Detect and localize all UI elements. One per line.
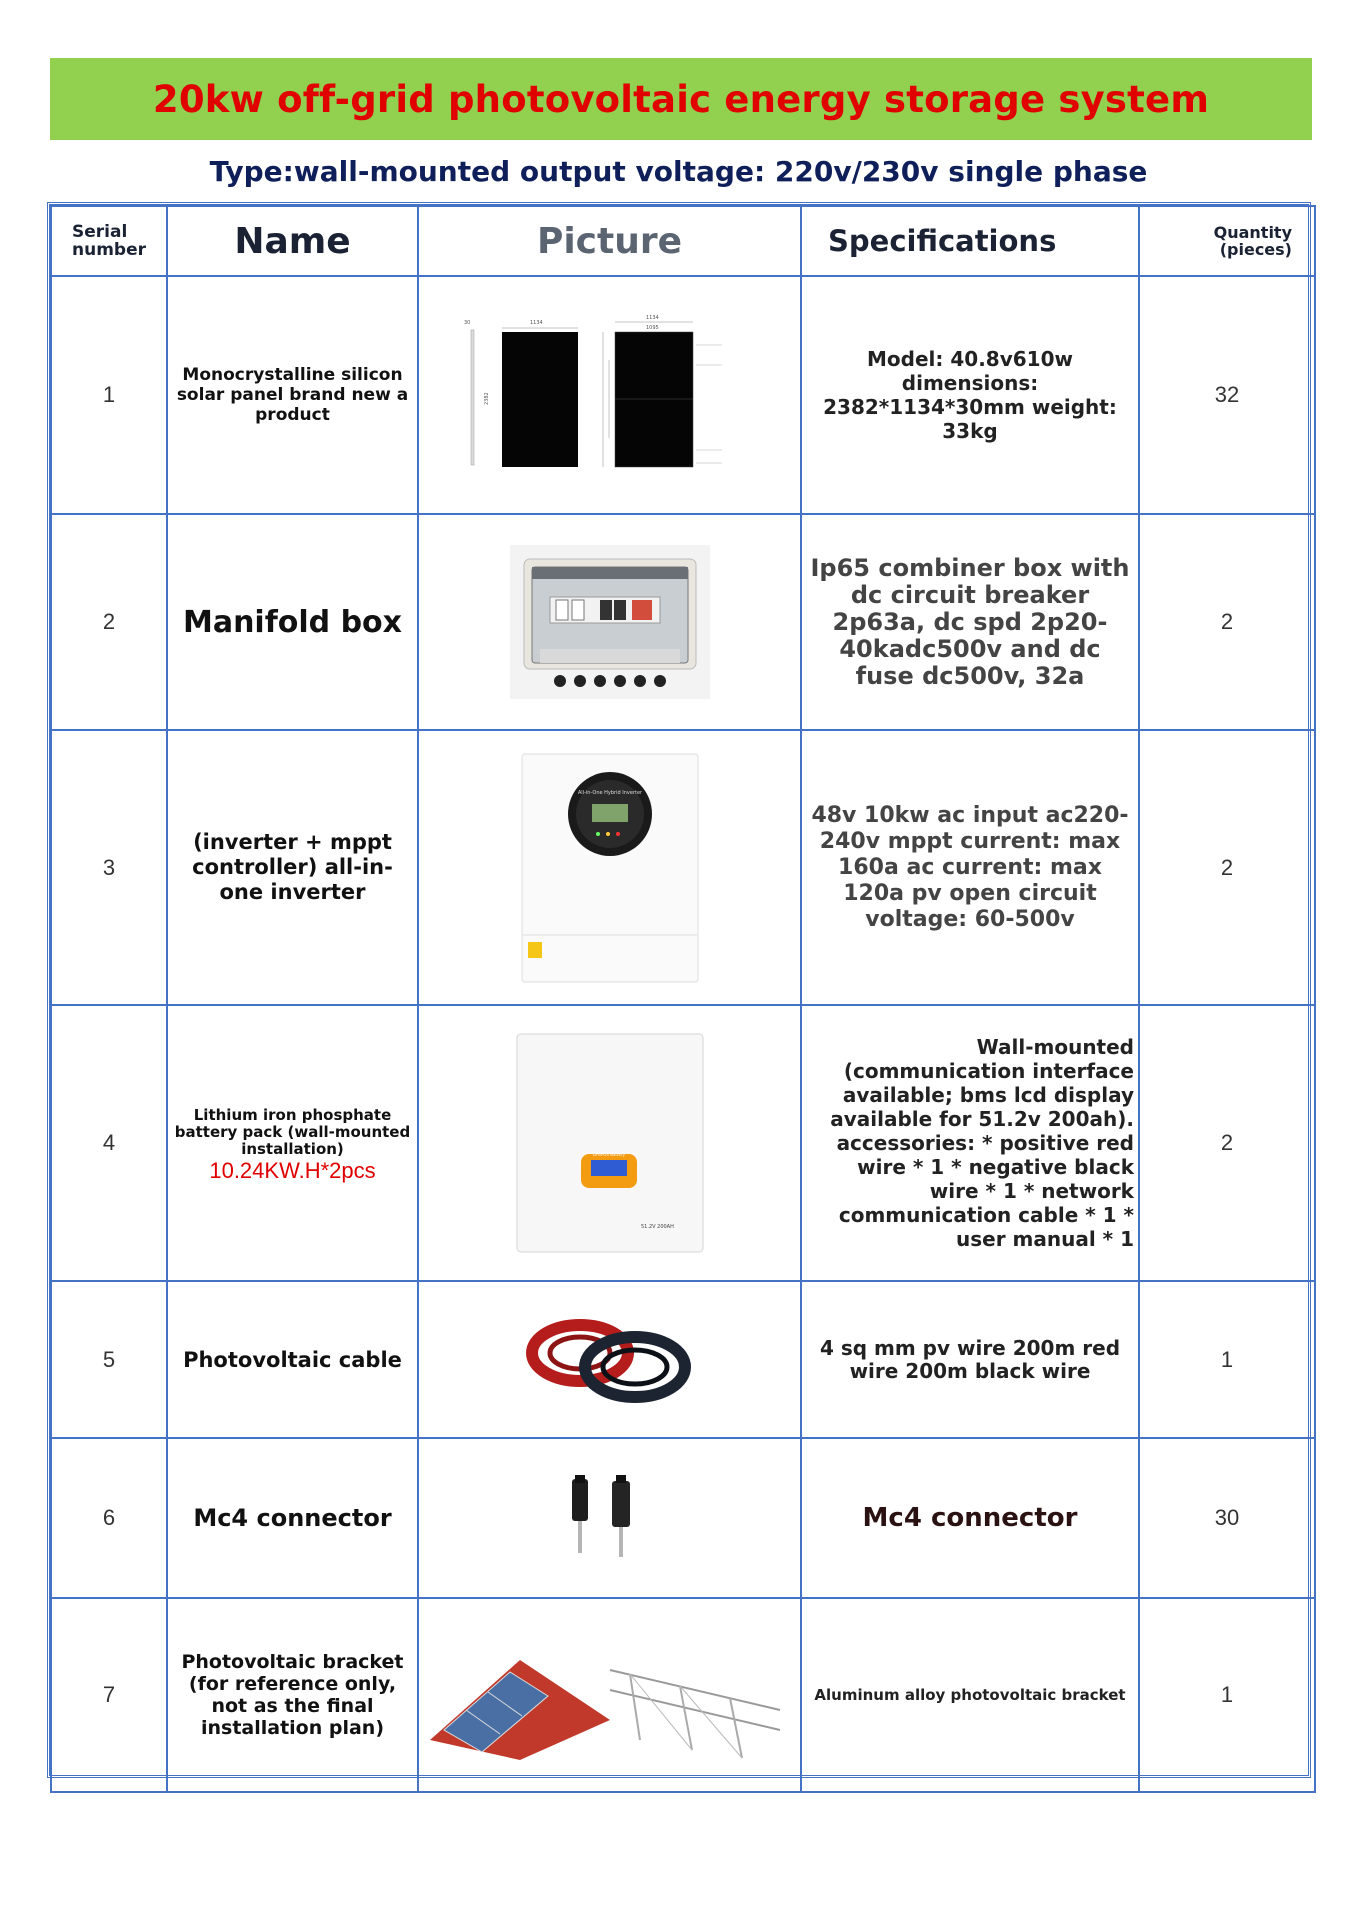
picture-cell [418, 1438, 801, 1598]
header-picture: Picture [418, 206, 801, 276]
cable-rolls-icon [525, 1315, 695, 1405]
quantity-cell: 2 [1139, 514, 1315, 730]
serial-cell: 3 [51, 730, 167, 1005]
picture-cell [418, 1005, 801, 1281]
solar-panel-drawing-icon [460, 310, 760, 480]
serial-cell: 4 [51, 1005, 167, 1281]
header-serial: Serial number [51, 206, 167, 276]
spec-cell: Model: 40.8v610w dimensions: 2382*1134*30mm weight: 33kg [801, 276, 1139, 514]
table-row [51, 1438, 1315, 1598]
picture-cell [418, 730, 801, 1005]
battery-pack-icon [515, 1032, 705, 1254]
serial-cell: 2 [51, 514, 167, 730]
title-banner [50, 58, 1312, 140]
table-row [51, 1005, 1315, 1281]
name-cell: Mc4 connector [167, 1438, 418, 1598]
serial-cell: 1 [51, 276, 167, 514]
name-cell: (inverter + mppt controller) all-in-one inverter [167, 730, 418, 1005]
picture-cell [418, 1281, 801, 1438]
table-row [51, 1281, 1315, 1438]
name-cell: Photovoltaic cable [167, 1281, 418, 1438]
panel-width-label: 1134 [529, 320, 543, 326]
quantity-cell: 2 [1139, 730, 1315, 1005]
quantity-cell: 1 [1139, 1281, 1315, 1438]
header-specifications: Specifications [801, 206, 1139, 276]
battery-name: Lithium iron phosphate battery pack (wall-mounted installation) [174, 1106, 411, 1158]
panel-height-label: 2382 [483, 392, 490, 405]
panel-inner-width-label: 1095 [645, 325, 659, 331]
panel-width-label-2: 1134 [645, 315, 659, 321]
picture-cell [418, 276, 801, 514]
serial-cell: 5 [51, 1281, 167, 1438]
table-row [51, 276, 1315, 514]
spec-cell: 48v 10kw ac input ac220-240v mppt current: max 160a ac current: max 120a pv open circuit voltage: 60-500v [801, 730, 1139, 1005]
table-row [51, 1598, 1315, 1792]
combiner-box-icon [510, 545, 710, 699]
quantity-cell: 32 [1139, 276, 1315, 514]
serial-cell: 6 [51, 1438, 167, 1598]
quantity-cell: 2 [1139, 1005, 1315, 1281]
spec-cell: Mc4 connector [801, 1438, 1139, 1598]
name-cell: Manifold box [167, 514, 418, 730]
table-row [51, 514, 1315, 730]
product-table [47, 202, 1311, 1778]
picture-cell [418, 1598, 801, 1792]
name-cell: Monocrystalline silicon solar panel brand new a product [167, 276, 418, 514]
name-cell [167, 1005, 418, 1281]
name-cell: Photovoltaic bracket (for reference only, not as the final installation plan) [167, 1598, 418, 1792]
header-quantity: Quantity (pieces) [1139, 206, 1315, 276]
battery-capacity: 10.24KW.H*2pcs [209, 1158, 376, 1183]
header-name: Name [167, 206, 418, 276]
page-subtitle: Type:wall-mounted output voltage: 220v/230v single phase [209, 155, 1148, 188]
mc4-connector-icon [550, 1473, 670, 1563]
panel-depth-label: 30 [463, 320, 470, 326]
spec-cell: Wall-mounted (communication interface available; bms lcd display available for 51.2v 200ah). accessories: * positive red wire * 1 * negative black wire * 1 * network communication cable * 1 * user manual * 1 [801, 1005, 1139, 1281]
quantity-cell: 30 [1139, 1438, 1315, 1598]
table-header-row [51, 206, 1315, 276]
quantity-cell: 1 [1139, 1598, 1315, 1792]
inverter-screen-label: All-in-One Hybrid Inverter [577, 789, 642, 796]
spec-cell: 4 sq mm pv wire 200m red wire 200m black wire [801, 1281, 1139, 1438]
spec-cell: Ip65 combiner box with dc circuit breaker 2p63a, dc spd 2p20-40kadc500v and dc fuse dc500v, 32a [801, 514, 1139, 730]
serial-cell: 7 [51, 1598, 167, 1792]
spec-cell: Aluminum alloy photovoltaic bracket [801, 1598, 1139, 1792]
pv-bracket-icon [430, 1630, 790, 1760]
picture-cell [418, 514, 801, 730]
table-row [51, 730, 1315, 1005]
battery-brand-label: LiFePO4 Battery [592, 1152, 625, 1157]
battery-spec-label: 51.2V 200AH [640, 1224, 674, 1230]
page-title: 20kw off-grid photovoltaic energy storage system [152, 77, 1210, 121]
inverter-icon [520, 752, 700, 984]
